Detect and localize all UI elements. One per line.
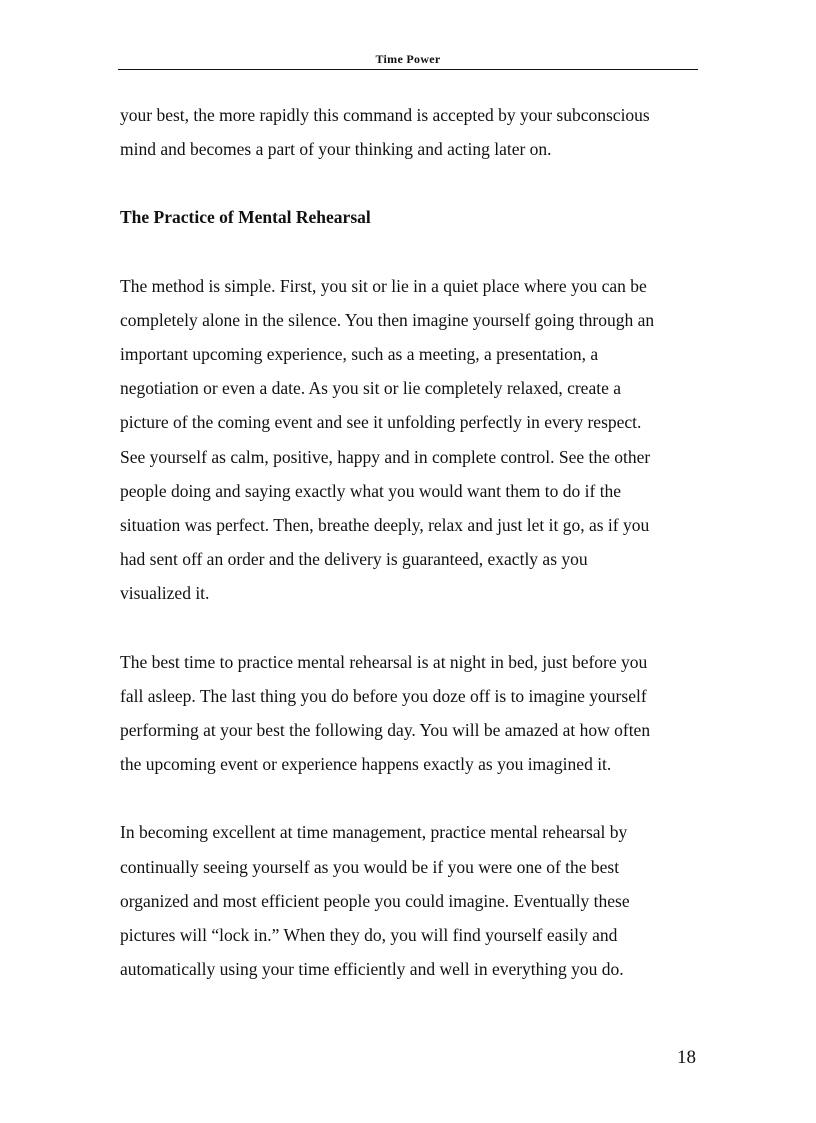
text-line: visualized it. — [120, 583, 210, 604]
text-line: In becoming excellent at time management, practice mental rehearsal by — [120, 822, 628, 843]
text-line: pictures will “lock in.” When they do, you will find yourself easily and — [120, 925, 618, 946]
text-line: picture of the coming event and see it unfolding perfectly in every respect. — [120, 412, 642, 433]
text-line: had sent off an order and the delivery is guaranteed, exactly as you — [120, 549, 588, 570]
text-line: organized and most efficient people you could imagine. Eventually these — [120, 890, 630, 911]
text-line: situation was perfect. Then, breathe deeply, relax and just let it go, as if you — [120, 515, 650, 536]
text-line: mind and becomes a part of your thinking and acting later on. — [120, 139, 552, 160]
text-line: your best, the more rapidly this command is accepted by your subconscious — [120, 105, 650, 125]
text-line: completely alone in the silence. You then imagine yourself going through an — [120, 309, 655, 330]
text-line: negotiation or even a date. As you sit or lie completely relaxed, create a — [120, 378, 621, 399]
text-line: performing at your best the following day. You will be amazed at how often — [120, 720, 651, 741]
header-rule — [118, 69, 698, 70]
text-line: fall asleep. The last thing you do before you doze off is to imagine yourself — [120, 685, 647, 706]
text-line: See yourself as calm, positive, happy and in complete control. See the other — [120, 446, 651, 467]
text-line: The best time to practice mental rehearsal is at night in bed, just before you — [120, 651, 648, 672]
text-line: important upcoming experience, such as a meeting, a presentation, a — [120, 344, 599, 365]
page-number: 18 — [677, 1047, 696, 1068]
page-body — [120, 98, 710, 986]
paragraph-continuation — [120, 98, 710, 166]
text-line: The method is simple. First, you sit or lie in a quiet place where you can be — [120, 275, 647, 296]
paragraph-best-time — [120, 645, 710, 782]
text-line: continually seeing yourself as you would be if you were one of the best — [120, 856, 620, 877]
running-header: Time Power — [375, 52, 441, 66]
paragraph-method — [120, 269, 710, 611]
paragraph-time-management — [120, 815, 710, 986]
text-line: the upcoming event or experience happens exactly as you imagined it. — [120, 754, 612, 775]
section-heading: The Practice of Mental Rehearsal — [120, 207, 371, 228]
text-line: people doing and saying exactly what you would want them to do if the — [120, 480, 622, 501]
text-line: automatically using your time efficiently and well in everything you do. — [120, 959, 624, 980]
